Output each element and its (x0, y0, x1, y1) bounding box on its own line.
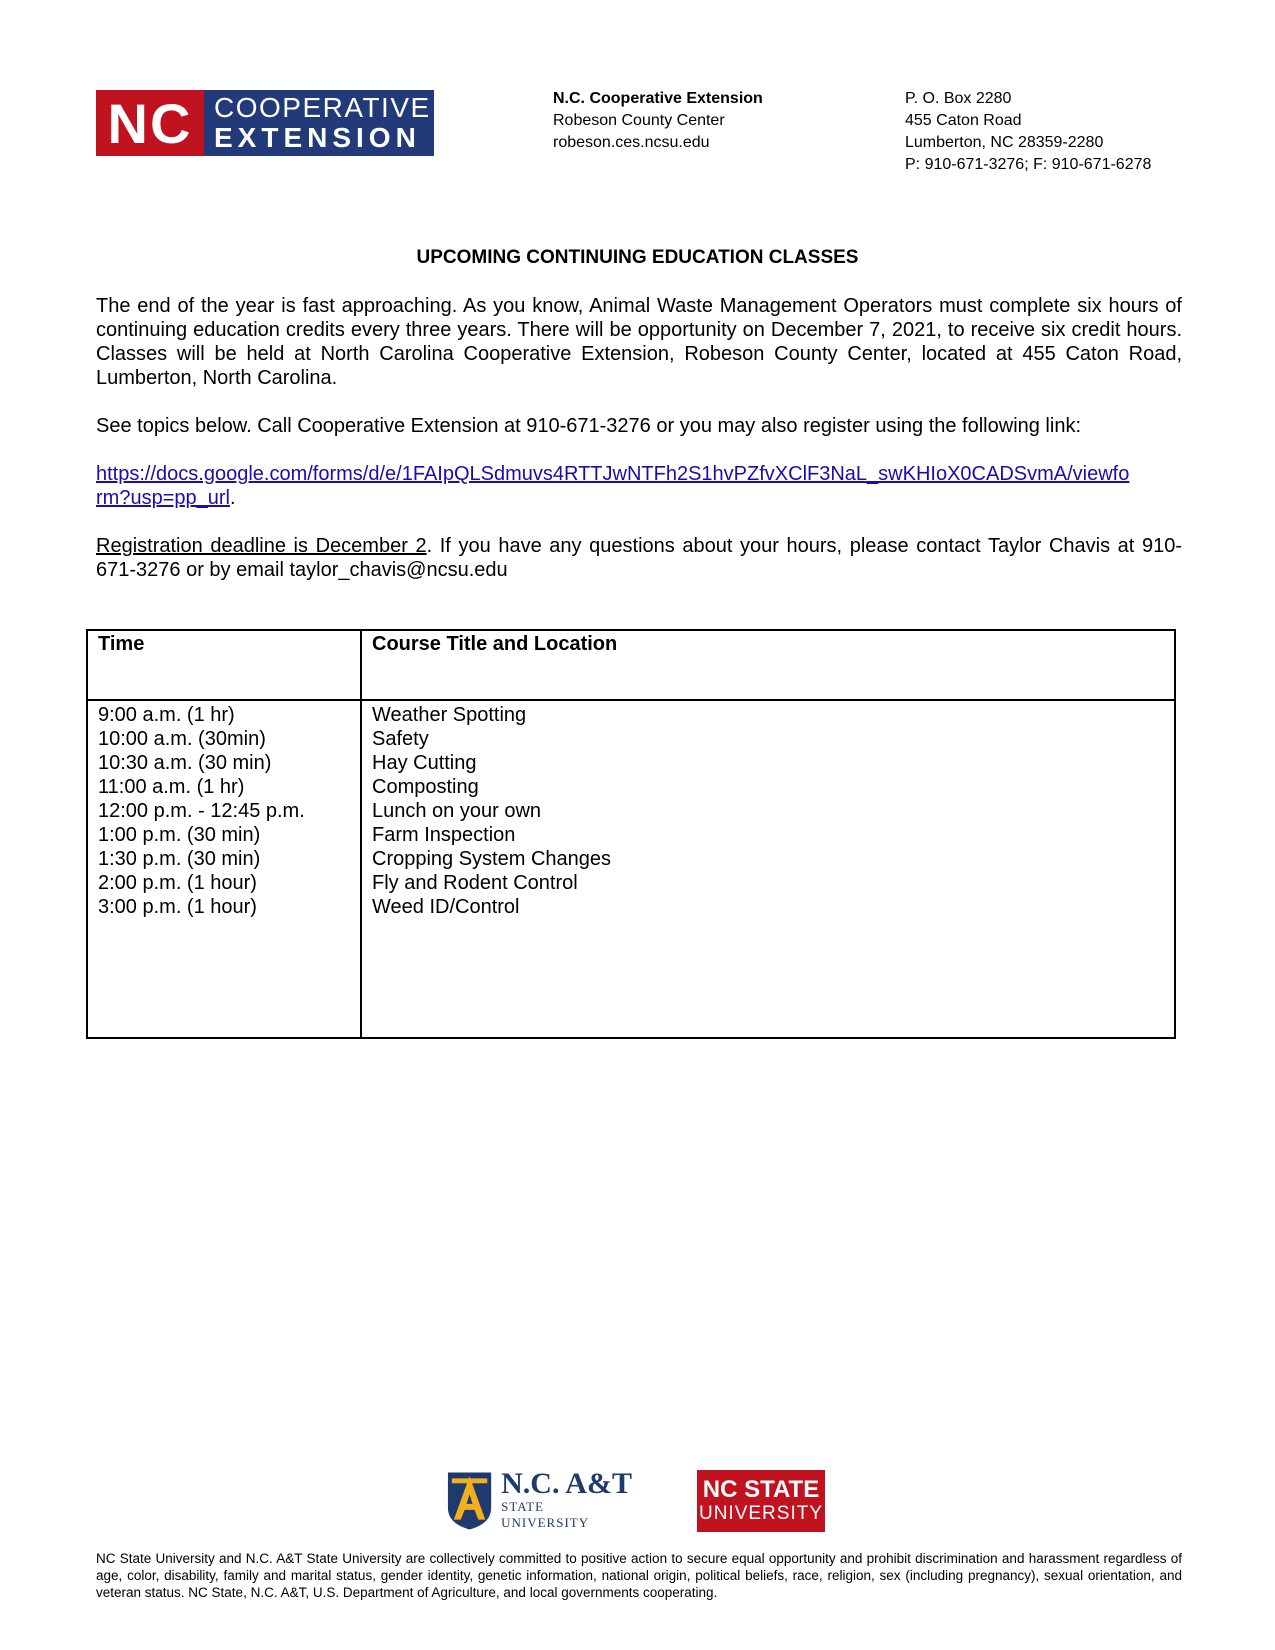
ncstate-subtitle: UNIVERSITY (698, 1503, 824, 1524)
registration-link-cont[interactable]: rm?usp=pp_url (96, 487, 230, 509)
table-header-row (87, 630, 1175, 700)
org-website: robeson.ces.ncsu.edu (553, 134, 710, 151)
logo-line-cooperative: COOPERATIVE (214, 92, 431, 123)
schedule-table (86, 629, 1176, 1039)
times-cell (87, 700, 361, 1038)
extension-wordmark (204, 90, 434, 156)
deadline-paragraph (96, 534, 1182, 582)
address-line-1: P. O. Box 2280 (905, 90, 1012, 107)
address-line-4: P: 910-671-3276; F: 910-671-6278 (905, 156, 1152, 173)
registration-link[interactable]: https://docs.google.com/forms/d/e/1FAIpQLSdmuvs4RTTJwNTFh2S1hvPZfvXClF3NaL_swKHIoX0CADSvmA/viewfo (96, 463, 1130, 485)
logo-line-extension: EXTENSION (214, 122, 421, 153)
courses-cell (361, 700, 1175, 1038)
course-item: Hay Cutting (372, 752, 477, 774)
org-contact-block (553, 88, 763, 154)
time-item: 10:00 a.m. (30min) (98, 728, 266, 750)
aandt-subtitle: STATE UNIVERSITY (501, 1499, 590, 1530)
course-item: Lunch on your own (372, 800, 542, 822)
time-item: 1:30 p.m. (30 min) (98, 848, 261, 870)
nc-at-logo (444, 1468, 634, 1532)
address-line-2: 455 Caton Road (905, 112, 1022, 129)
address-line-3: Lumberton, NC 28359-2280 (905, 134, 1104, 151)
mailing-address-block (905, 88, 1151, 176)
course-item: Farm Inspection (372, 824, 516, 846)
org-center: Robeson County Center (553, 112, 725, 129)
aggie-shield-icon (444, 1468, 495, 1532)
course-item: Fly and Rodent Control (372, 872, 578, 894)
ncstate-name: NC STATE (702, 1476, 820, 1503)
time-item: 3:00 p.m. (1 hour) (98, 896, 257, 918)
table-row (87, 700, 1175, 1038)
registration-deadline: Registration deadline is December 2 (96, 535, 427, 557)
contact-text: . If you have any questions about your hours, please contact Taylor Chavis at 910-671-3276 or by email taylor_chavis@ncsu.edu (96, 535, 1182, 581)
time-item: 9:00 a.m. (1 hr) (98, 704, 235, 726)
header-course: Course Title and Location (361, 630, 1175, 700)
registration-link-paragraph (96, 462, 1182, 510)
topics-paragraph: See topics below. Call Cooperative Extension at 910-671-3276 or you may also register using the following link: (96, 415, 1081, 437)
nc-logo-mark: NC (96, 90, 204, 156)
time-item: 10:30 a.m. (30 min) (98, 752, 272, 774)
time-item: 12:00 p.m. - 12:45 p.m. (98, 800, 305, 822)
course-item: Safety (372, 728, 429, 750)
course-item: Weed ID/Control (372, 896, 520, 918)
document-title: UPCOMING CONTINUING EDUCATION CLASSES (416, 247, 859, 268)
course-item: Weather Spotting (372, 704, 527, 726)
org-name: N.C. Cooperative Extension (553, 90, 763, 107)
intro-paragraph: The end of the year is fast approaching. As you know, Animal Waste Management Operators must complete six hours of continuing education credits every three years. There will be opportunity on December 7, 2021, to receive six credit hours. Classes will be held at North Carolina Cooperative Extension, Robeson County Center, located at 455 Caton Road, Lumberton, North Carolina. (96, 295, 1182, 389)
header-time: Time (87, 630, 361, 700)
nc-cooperative-extension-logo (96, 90, 434, 156)
course-item: Cropping System Changes (372, 848, 612, 870)
time-item: 11:00 a.m. (1 hr) (98, 776, 245, 798)
nc-state-logo (697, 1470, 825, 1532)
course-item: Composting (372, 776, 479, 798)
nondiscrimination-statement: NC State University and N.C. A&T State University are collectively committed to positive action to secure equal opportunity and prohibit discrimination and harassment regardless of age, color, disability, family and marital status, gender identity, genetic information, national origin, political beliefs, race, religion, sex (including pregnancy), sexual orientation, and veteran status. NC State, N.C. A&T, U.S. Department of Agriculture, and local governments cooperating. (96, 1551, 1182, 1600)
aandt-name: N.C. A&T (501, 1467, 632, 1500)
time-item: 2:00 p.m. (1 hour) (98, 872, 257, 894)
link-period: . (229, 487, 236, 509)
time-item: 1:00 p.m. (30 min) (98, 824, 261, 846)
